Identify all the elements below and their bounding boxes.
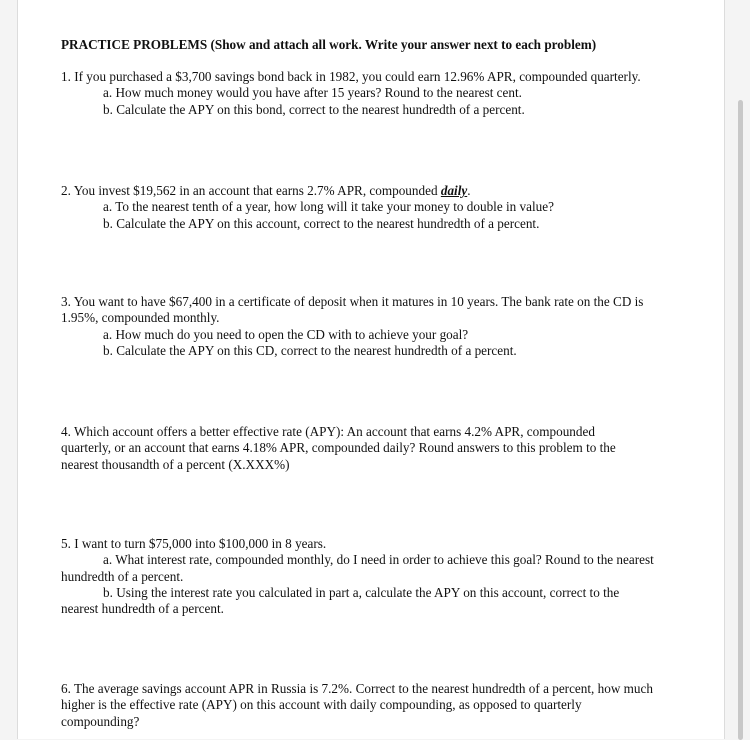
problem-2-stem-end: . (467, 183, 471, 198)
problem-5-part-a-line-1: a. What interest rate, compounded monthly, do I need in order to achieve this goal? Round to the nearest (103, 552, 654, 568)
problem-1 (61, 69, 711, 118)
problem-4-line-1: 4. Which account offers a better effective rate (APY): An account that earns 4.2% APR, compounded (61, 424, 595, 439)
problem-3-part-b: b. Calculate the APY on this CD, correct to the nearest hundredth of a percent. (103, 342, 517, 358)
document-page (17, 0, 725, 739)
problem-5-part-b-line-1: b. Using the interest rate you calculated in part a, calculate the APY on this account, correct to the (103, 584, 620, 600)
problem-2-stem-text: 2. You invest $19,562 in an account that earns 2.7% APR, compounded (61, 183, 441, 198)
problem-3-part-a: a. How much do you need to open the CD with to achieve your goal? (103, 326, 469, 342)
problem-5 (61, 536, 711, 617)
problem-5-part-a-line-2: hundredth of a percent. (61, 568, 184, 584)
problem-4-line-2: quarterly, or an account that earns 4.18% APR, compounded daily? Round answers to this problem to the (61, 440, 616, 456)
problem-5-part-b-line-2: nearest hundredth of a percent. (61, 601, 224, 617)
problem-5-stem: 5. I want to turn $75,000 into $100,000 in 8 years. (61, 536, 327, 551)
vertical-scrollbar[interactable] (738, 100, 743, 740)
problem-2-stem (61, 183, 711, 199)
problem-6-line-2: higher is the effective rate (APY) on this account with daily compounding, as opposed to quarterly (61, 697, 582, 713)
problem-1-part-b: b. Calculate the APY on this bond, correct to the nearest hundredth of a percent. (103, 101, 525, 117)
problem-2-emphasis: daily (440, 183, 468, 198)
problem-6-line-1: 6. The average savings account APR in Russia is 7.2%. Correct to the nearest hundredth of a percent, how much (61, 681, 653, 696)
problem-4 (61, 424, 711, 473)
problem-2 (61, 183, 711, 232)
problem-6-line-3: compounding? (61, 713, 140, 729)
problem-3-stem-line-1: 3. You want to have $67,400 in a certificate of deposit when it matures in 10 years. The bank rate on the CD is (61, 294, 644, 309)
problem-2-part-a: a. To the nearest tenth of a year, how long will it take your money to double in value? (103, 199, 554, 215)
problem-1-part-a: a. How much money would you have after 15 years? Round to the nearest cent. (103, 85, 522, 101)
problem-1-stem: 1. If you purchased a $3,700 savings bond back in 1982, you could earn 12.96% APR, compounded quarterly. (61, 69, 641, 84)
problem-2-part-b: b. Calculate the APY on this account, correct to the nearest hundredth of a percent. (103, 215, 540, 231)
problem-4-line-3: nearest thousandth of a percent (X.XXX%) (61, 456, 290, 472)
problem-3-stem-line-2: 1.95%, compounded monthly. (61, 310, 220, 326)
problem-6 (61, 681, 711, 730)
page-title: PRACTICE PROBLEMS (Show and attach all work. Write your answer next to each problem) (61, 37, 597, 52)
problem-3 (61, 294, 711, 359)
